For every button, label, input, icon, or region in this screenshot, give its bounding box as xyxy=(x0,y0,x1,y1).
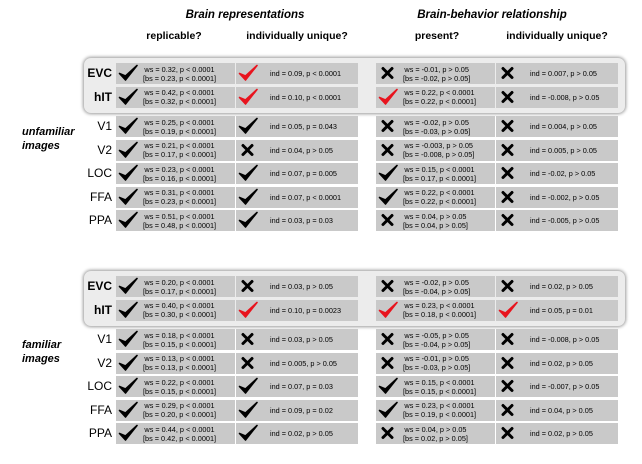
cell-replicable xyxy=(116,329,235,350)
header-brain-behavior: Brain-behavior relationship xyxy=(417,9,567,21)
header-present: present? xyxy=(414,30,460,42)
ind-value: ind = 0.10, p < 0.0001 xyxy=(270,92,342,102)
cell-text xyxy=(270,122,337,131)
ws-value: ws = 0.23, p < 0.0001 xyxy=(144,164,215,174)
cross-icon xyxy=(497,63,519,83)
cell-present xyxy=(376,400,495,421)
cell-text xyxy=(403,331,470,349)
bs-value: [bs = 0.23, p < 0.0001] xyxy=(143,73,217,83)
check-icon xyxy=(117,329,139,349)
cell-replicable xyxy=(116,300,235,321)
cell-replicable xyxy=(116,140,235,161)
bs-value: [bs = 0.02, p > 0.05] xyxy=(403,433,468,443)
cell-text xyxy=(403,88,476,106)
cross-icon xyxy=(497,376,519,396)
cell-replicable xyxy=(116,423,235,444)
cell-unique-rep xyxy=(236,276,358,297)
ind-value: ind = 0.03, p > 0.05 xyxy=(270,335,333,344)
ind-value: ind = 0.005, p > 0.05 xyxy=(270,358,337,368)
group-label-line2: images xyxy=(22,139,60,152)
cell-text xyxy=(530,169,595,178)
cell-text xyxy=(403,425,468,443)
bs-value: [bs = 0.18, p < 0.0001] xyxy=(403,310,477,319)
cross-icon xyxy=(377,276,399,296)
cell-text xyxy=(143,212,216,230)
cell-text xyxy=(403,118,470,136)
cross-icon xyxy=(497,353,519,373)
check-icon xyxy=(117,163,139,183)
bs-value: [bs = 0.17, p < 0.0001] xyxy=(143,150,217,159)
cell-text xyxy=(403,65,470,83)
red-check-icon xyxy=(237,300,259,320)
cross-icon xyxy=(237,353,259,373)
check-icon xyxy=(117,300,139,320)
cell-present xyxy=(376,353,495,374)
check-icon xyxy=(117,400,139,420)
cell-text xyxy=(143,331,216,349)
bs-value: [bs = 0.16, p < 0.0001] xyxy=(143,173,217,183)
header-individually-unique-rep: individually unique? xyxy=(246,30,348,42)
cell-text xyxy=(530,429,593,438)
cell-unique-rep xyxy=(236,423,358,444)
cell-text xyxy=(270,406,333,415)
bs-value: [bs = 0.20, p < 0.0001] xyxy=(143,410,217,419)
group-label xyxy=(22,125,75,153)
cell-text xyxy=(270,69,341,78)
roi-label-v1: V1 xyxy=(97,119,112,133)
bs-value: [bs = 0.32, p < 0.0001] xyxy=(143,97,217,106)
cross-icon xyxy=(497,116,519,136)
cell-unique-rep xyxy=(236,87,358,108)
check-icon xyxy=(237,423,259,443)
ws-value: ws = 0.23, p < 0.0001 xyxy=(404,401,475,410)
cell-replicable xyxy=(116,163,235,184)
bs-value: [bs = -0.03, p > 0.05] xyxy=(403,363,471,372)
bs-value: [bs = 0.30, p < 0.0001] xyxy=(143,310,217,319)
cell-text xyxy=(143,141,216,159)
cell-unique-rep xyxy=(236,140,358,161)
ind-value: ind = 0.02, p > 0.05 xyxy=(270,429,333,438)
ws-value: ws = -0.02, p > 0.05 xyxy=(404,117,469,127)
bs-value: [bs = 0.48, p < 0.0001] xyxy=(143,220,217,230)
cell-text xyxy=(530,382,599,391)
check-icon xyxy=(237,187,259,207)
cell-text xyxy=(143,401,216,419)
roi-label-v2: V2 xyxy=(97,142,112,157)
cell-unique-rep xyxy=(236,400,358,421)
header-brain-representations: Brain representations xyxy=(185,9,305,21)
ind-value: ind = -0.005, p > 0.05 xyxy=(530,216,600,225)
ind-value: ind = -0.002, p > 0.05 xyxy=(530,192,600,202)
cell-unique-rep xyxy=(236,329,358,350)
cross-icon xyxy=(377,140,399,160)
check-icon xyxy=(117,187,139,207)
cell-text xyxy=(143,301,216,319)
ws-value: ws = 0.20, p < 0.0001 xyxy=(144,277,215,287)
ind-value: ind = 0.10, p = 0.0023 xyxy=(270,305,342,315)
bs-value: [bs = 0.22, p < 0.0001] xyxy=(403,197,477,206)
cell-unique-rep xyxy=(236,300,358,321)
cross-icon xyxy=(497,210,519,230)
cross-icon xyxy=(497,329,519,349)
cell-text xyxy=(143,118,216,136)
ind-value: ind = -0.007, p > 0.05 xyxy=(530,382,600,391)
bs-value: [bs = 0.22, p < 0.0001] xyxy=(403,97,477,106)
ind-value: ind = 0.007, p > 0.05 xyxy=(530,69,597,78)
cell-text xyxy=(403,278,470,296)
cell-unique-rep xyxy=(236,63,358,84)
cell-present xyxy=(376,210,495,231)
check-icon xyxy=(117,140,139,160)
cell-text xyxy=(270,359,337,368)
group-label-line1: familiar xyxy=(22,338,62,351)
cell-text xyxy=(530,69,597,78)
cross-icon xyxy=(497,163,519,183)
header-individually-unique-beh: individually unique? xyxy=(506,30,608,42)
ws-value: ws = -0.003, p > 0.05 xyxy=(404,141,473,150)
cell-unique-beh xyxy=(496,376,618,397)
ind-value: ind = 0.03, p = 0.03 xyxy=(270,216,333,225)
bs-value: [bs = 0.19, p < 0.0001] xyxy=(143,126,217,136)
cell-text xyxy=(403,165,476,183)
cell-text xyxy=(403,188,476,206)
check-icon xyxy=(377,187,399,207)
roi-label-evc: EVC xyxy=(87,66,112,80)
ind-value: ind = 0.04, p > 0.05 xyxy=(530,405,593,415)
cross-icon xyxy=(497,400,519,420)
bs-value: [bs = -0.008, p > 0.05] xyxy=(403,150,475,159)
cell-text xyxy=(270,216,333,225)
ws-value: ws = 0.29, p < 0.0001 xyxy=(144,401,215,410)
cell-replicable xyxy=(116,353,235,374)
red-check-icon xyxy=(237,87,259,107)
cell-present xyxy=(376,423,495,444)
cell-text xyxy=(403,354,470,372)
cell-text xyxy=(530,93,599,102)
cell-unique-rep xyxy=(236,163,358,184)
cross-icon xyxy=(377,423,399,443)
cross-icon xyxy=(377,353,399,373)
ws-value: ws = 0.42, p < 0.0001 xyxy=(144,88,215,97)
check-icon xyxy=(237,116,259,136)
ws-value: ws = 0.51, p < 0.0001 xyxy=(144,211,215,221)
bs-value: [bs = -0.02, p > 0.05] xyxy=(403,73,471,83)
cell-unique-beh xyxy=(496,163,618,184)
cross-icon xyxy=(377,329,399,349)
cell-unique-beh xyxy=(496,116,618,137)
ws-value: ws = 0.04, p > 0.05 xyxy=(404,424,467,434)
cell-text xyxy=(270,306,341,315)
bs-value: [bs = -0.03, p > 0.05] xyxy=(403,126,471,136)
cross-icon xyxy=(377,116,399,136)
bs-value: [bs = 0.17, p < 0.0001] xyxy=(143,286,217,296)
cross-icon xyxy=(237,140,259,160)
bs-value: [bs = 0.15, p < 0.0001] xyxy=(403,386,477,396)
header-replicable: replicable? xyxy=(146,30,202,42)
red-check-icon xyxy=(497,300,519,320)
cell-text xyxy=(530,193,599,202)
ws-value: ws = 0.13, p < 0.0001 xyxy=(144,354,215,363)
check-icon xyxy=(117,376,139,396)
group-label-line1: unfamiliar xyxy=(22,125,75,138)
ws-value: ws = 0.22, p < 0.0001 xyxy=(404,188,475,197)
cell-replicable xyxy=(116,187,235,208)
cell-replicable xyxy=(116,276,235,297)
check-icon xyxy=(117,353,139,373)
roi-label-loc: LOC xyxy=(87,379,112,393)
cell-text xyxy=(403,378,476,396)
roi-label-hit: hIT xyxy=(94,302,112,317)
bs-value: [bs = 0.42, p < 0.0001] xyxy=(143,433,217,443)
cell-unique-beh xyxy=(496,63,618,84)
check-icon xyxy=(117,210,139,230)
cell-present xyxy=(376,163,495,184)
bs-value: [bs = 0.15, p < 0.0001] xyxy=(143,339,217,349)
cell-text xyxy=(403,212,468,230)
ws-value: ws = 0.18, p < 0.0001 xyxy=(144,330,215,340)
cell-unique-beh xyxy=(496,353,618,374)
cell-present xyxy=(376,63,495,84)
cell-unique-beh xyxy=(496,423,618,444)
cross-icon xyxy=(377,210,399,230)
ws-value: ws = 0.23, p < 0.0001 xyxy=(404,301,475,310)
ws-value: ws = 0.40, p < 0.0001 xyxy=(144,301,215,310)
ws-value: ws = 0.15, p < 0.0001 xyxy=(404,164,475,174)
cell-text xyxy=(270,282,333,291)
check-icon xyxy=(237,376,259,396)
bs-value: [bs = -0.04, p > 0.05] xyxy=(403,286,471,296)
cross-icon xyxy=(237,329,259,349)
ws-value: ws = 0.22, p < 0.0001 xyxy=(404,88,475,97)
cell-replicable xyxy=(116,400,235,421)
cell-text xyxy=(143,425,216,443)
ws-value: ws = 0.22, p < 0.0001 xyxy=(144,377,215,387)
cell-present xyxy=(376,276,495,297)
ws-value: ws = -0.02, p > 0.05 xyxy=(404,277,469,287)
cross-icon xyxy=(377,63,399,83)
ind-value: ind = 0.09, p < 0.0001 xyxy=(270,69,342,78)
bs-value: [bs = 0.17, p < 0.0001] xyxy=(403,173,477,183)
ws-value: ws = -0.01, p > 0.05 xyxy=(404,64,469,74)
cell-text xyxy=(530,359,593,368)
cell-text xyxy=(530,306,593,315)
ind-value: ind = -0.008, p > 0.05 xyxy=(530,92,600,102)
cell-unique-beh xyxy=(496,140,618,161)
cell-present xyxy=(376,329,495,350)
cell-replicable xyxy=(116,376,235,397)
ws-value: ws = 0.32, p < 0.0001 xyxy=(144,64,215,74)
ws-value: ws = 0.04, p > 0.05 xyxy=(404,211,467,221)
ind-value: ind = 0.05, p = 0.01 xyxy=(530,305,593,315)
cell-text xyxy=(403,301,476,319)
cell-text xyxy=(143,65,216,83)
cell-present xyxy=(376,116,495,137)
ind-value: ind = 0.005, p > 0.05 xyxy=(530,145,597,155)
check-icon xyxy=(117,423,139,443)
cell-unique-rep xyxy=(236,376,358,397)
ind-value: ind = 0.07, p = 0.03 xyxy=(270,382,333,391)
bs-value: [bs = 0.13, p < 0.0001] xyxy=(143,363,217,372)
roi-label-evc: EVC xyxy=(87,279,112,293)
ws-value: ws = -0.01, p > 0.05 xyxy=(404,354,469,363)
roi-label-ffa: FFA xyxy=(89,402,112,417)
cross-icon xyxy=(237,276,259,296)
ind-value: ind = 0.02, p > 0.05 xyxy=(530,282,593,291)
group-label-line2: images xyxy=(22,352,60,365)
cell-text xyxy=(530,282,593,291)
cell-present xyxy=(376,140,495,161)
cell-replicable xyxy=(116,210,235,231)
cell-text xyxy=(530,122,597,131)
ws-value: ws = 0.31, p < 0.0001 xyxy=(144,188,215,197)
check-icon xyxy=(377,400,399,420)
cross-icon xyxy=(497,423,519,443)
cell-text xyxy=(530,216,599,225)
cell-text xyxy=(270,146,333,155)
bs-value: [bs = 0.15, p < 0.0001] xyxy=(143,386,217,396)
cell-present xyxy=(376,376,495,397)
cell-text xyxy=(270,429,333,438)
ind-value: ind = 0.07, p < 0.0001 xyxy=(270,192,342,202)
red-check-icon xyxy=(377,300,399,320)
check-icon xyxy=(117,276,139,296)
cell-unique-rep xyxy=(236,210,358,231)
cell-unique-beh xyxy=(496,187,618,208)
cross-icon xyxy=(497,140,519,160)
roi-label-loc: LOC xyxy=(87,166,112,180)
ind-value: ind = 0.07, p = 0.005 xyxy=(270,169,337,178)
cell-unique-beh xyxy=(496,87,618,108)
cell-text xyxy=(270,382,333,391)
cell-unique-rep xyxy=(236,116,358,137)
bs-value: [bs = 0.19, p < 0.0001] xyxy=(403,410,477,419)
bs-value: [bs = 0.23, p < 0.0001] xyxy=(143,197,217,206)
cell-text xyxy=(143,88,216,106)
cell-unique-beh xyxy=(496,210,618,231)
ind-value: ind = -0.02, p > 0.05 xyxy=(530,169,596,178)
cell-text xyxy=(270,93,341,102)
ind-value: ind = 0.05, p = 0.043 xyxy=(270,122,337,131)
cell-text xyxy=(403,401,476,419)
roi-label-hit: hIT xyxy=(94,89,112,104)
red-check-icon xyxy=(377,87,399,107)
cell-text xyxy=(270,193,341,202)
cell-text xyxy=(143,354,216,372)
cell-unique-beh xyxy=(496,276,618,297)
cell-unique-rep xyxy=(236,187,358,208)
check-icon xyxy=(117,87,139,107)
check-icon xyxy=(237,210,259,230)
check-icon xyxy=(377,163,399,183)
cell-text xyxy=(403,141,474,159)
cell-present xyxy=(376,87,495,108)
ind-value: ind = 0.04, p > 0.05 xyxy=(270,145,333,155)
bs-value: [bs = 0.04, p > 0.05] xyxy=(403,220,468,230)
cell-text xyxy=(530,146,597,155)
cell-text xyxy=(530,335,599,344)
ind-value: ind = 0.004, p > 0.05 xyxy=(530,122,597,131)
cell-unique-rep xyxy=(236,353,358,374)
check-icon xyxy=(237,163,259,183)
ws-value: ws = 0.44, p < 0.0001 xyxy=(144,424,215,434)
cross-icon xyxy=(497,87,519,107)
cell-text xyxy=(270,169,337,178)
ind-value: ind = 0.02, p > 0.05 xyxy=(530,358,593,368)
ws-value: ws = -0.05, p > 0.05 xyxy=(404,330,469,340)
ind-value: ind = 0.02, p > 0.05 xyxy=(530,429,593,438)
cell-text xyxy=(270,335,333,344)
cell-text xyxy=(143,188,216,206)
check-icon xyxy=(117,63,139,83)
bs-value: [bs = -0.04, p > 0.05] xyxy=(403,339,471,349)
check-icon xyxy=(377,376,399,396)
cell-text xyxy=(143,278,216,296)
cell-text xyxy=(530,406,593,415)
check-icon xyxy=(117,116,139,136)
cell-replicable xyxy=(116,87,235,108)
roi-label-ffa: FFA xyxy=(89,189,112,204)
roi-label-v1: V1 xyxy=(97,332,112,346)
ind-value: ind = 0.09, p = 0.02 xyxy=(270,405,333,415)
roi-label-ppa: PPA xyxy=(88,213,112,227)
roi-label-ppa: PPA xyxy=(88,426,112,440)
cell-text xyxy=(143,165,216,183)
ws-value: ws = 0.21, p < 0.0001 xyxy=(144,141,215,150)
check-icon xyxy=(237,400,259,420)
cell-unique-beh xyxy=(496,329,618,350)
ind-value: ind = 0.03, p > 0.05 xyxy=(270,282,333,291)
cell-present xyxy=(376,187,495,208)
ws-value: ws = 0.15, p < 0.0001 xyxy=(404,377,475,387)
cell-replicable xyxy=(116,116,235,137)
ws-value: ws = 0.25, p < 0.0001 xyxy=(144,117,215,127)
cross-icon xyxy=(497,276,519,296)
group-label xyxy=(22,338,61,366)
cell-present xyxy=(376,300,495,321)
cell-unique-beh xyxy=(496,300,618,321)
cross-icon xyxy=(497,187,519,207)
red-check-icon xyxy=(237,63,259,83)
cell-text xyxy=(143,378,216,396)
ind-value: ind = -0.008, p > 0.05 xyxy=(530,335,600,344)
cell-replicable xyxy=(116,63,235,84)
cell-unique-beh xyxy=(496,400,618,421)
roi-label-v2: V2 xyxy=(97,355,112,370)
